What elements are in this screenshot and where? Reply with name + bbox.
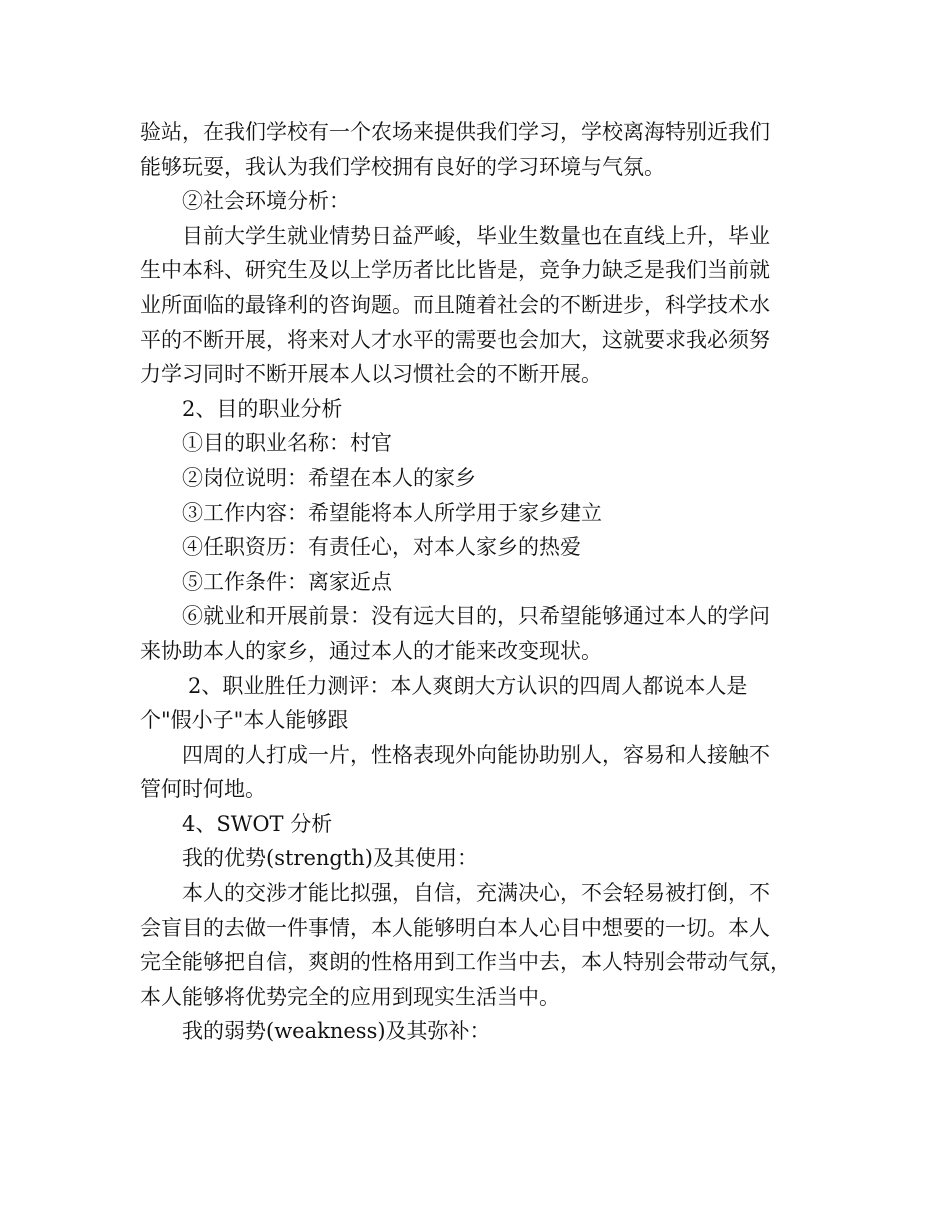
paragraph-line: 力学习同时不断开展本人以习惯社会的不断开展。 (140, 362, 602, 387)
list-item: ①目的职业名称：村官 (182, 431, 392, 456)
subsection-heading: 我的优势(strength)及其使用： (182, 846, 478, 871)
paragraph-line: 会盲目的去做一件事情，本人能够明白本人心目中想要的一切。本人 (140, 915, 770, 940)
paragraph-line: 验站，在我们学校有一个农场来提供我们学习，学校离海特别近我们 (140, 120, 770, 144)
paragraph-line: 平的不断开展，将来对人才水平的需要也会加大，这就要求我必须努 (140, 327, 770, 352)
list-item: ③工作内容：希望能将本人所学用于家乡建立 (182, 500, 602, 525)
list-item: ④任职资历：有责任心，对本人家乡的热爱 (182, 535, 581, 560)
section-heading: 4、SWOT 分析 (182, 811, 333, 836)
paragraph-line: 业所面临的最锋利的咨询题。而且随着社会的不断进步，科学技术水 (140, 292, 770, 317)
list-item: ⑤工作条件：离家近点 (182, 569, 392, 594)
section-heading: 2、职业胜任力测评：本人爽朗大方认识的四周人都说本人是 (188, 673, 748, 698)
section-heading: ②社会环境分析： (182, 189, 350, 214)
paragraph-line: 个"假小子"本人能够跟 (140, 708, 349, 733)
paragraph-line: 来协助本人的家乡，通过本人的才能来改变现状。 (140, 638, 602, 663)
paragraph-line: 目前大学生就业情势日益严峻，毕业生数量也在直线上升，毕业 (182, 223, 770, 248)
paragraph-line: 管何时何地。 (140, 777, 266, 802)
paragraph-line: 本人的交涉才能比拟强，自信，充满决心，不会轻易被打倒，不 (182, 881, 770, 906)
list-item: ②岗位说明：希望在本人的家乡 (182, 465, 476, 490)
list-item: ⑥就业和开展前景：没有远大目的，只希望能够通过本人的学问 (182, 604, 770, 629)
paragraph-line: 本人能够将优势完全的应用到现实生活当中。 (140, 984, 560, 1009)
subsection-heading: 我的弱势(weakness)及其弥补： (182, 1019, 491, 1044)
section-heading: 2、目的职业分析 (182, 396, 343, 421)
paragraph-line: 生中本科、研究生及以上学历者比比皆是，竞争力缺乏是我们当前就 (140, 258, 770, 283)
paragraph-line: 完全能够把自信，爽朗的性格用到工作当中去，本人特别会带动气氛， (140, 950, 791, 975)
paragraph-line: 能够玩耍，我认为我们学校拥有良好的学习环境与气氛。 (140, 154, 665, 179)
document-body (140, 115, 830, 1049)
paragraph-line: 四周的人打成一片，性格表现外向能协助别人，容易和人接触不 (182, 742, 770, 767)
